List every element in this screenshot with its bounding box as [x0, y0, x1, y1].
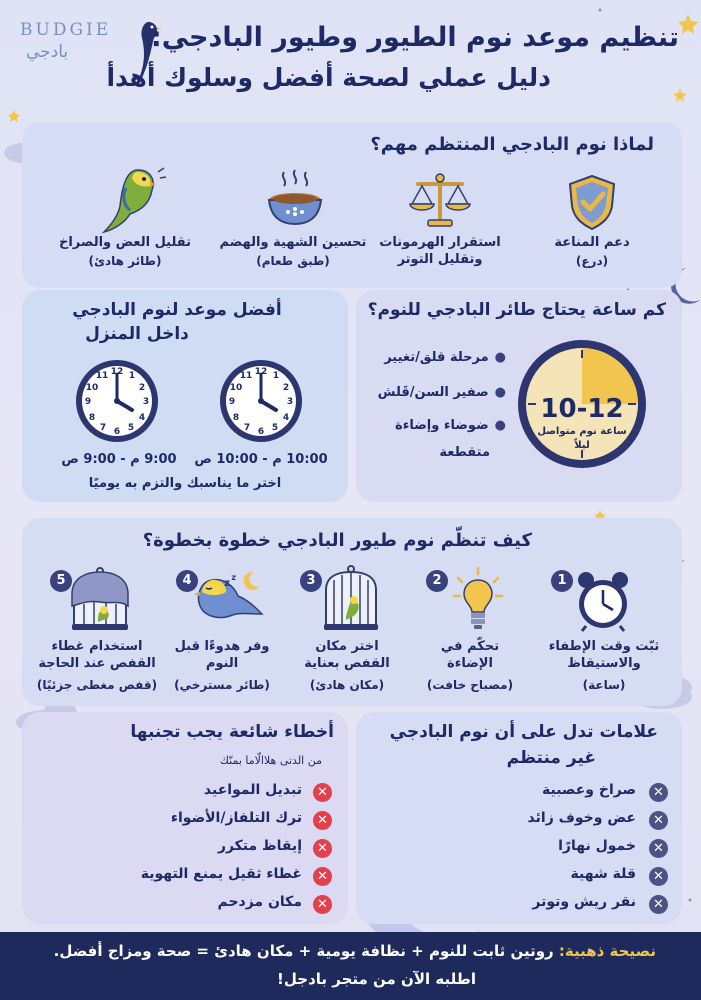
svg-text:7: 7	[99, 423, 107, 433]
sleep-hours-caption: ساعة نوم متواصل	[537, 426, 627, 437]
step-label: اختر مكان القفص بعناية	[304, 639, 390, 671]
mistakes-title: أخطاء شائعة يجب تجنبها	[130, 722, 334, 742]
hours-bullet	[378, 385, 506, 400]
why-item-sub: (طائر هادئ)	[88, 254, 162, 268]
svg-text:8: 8	[88, 413, 96, 423]
svg-text:11: 11	[239, 371, 253, 381]
step-number-badge: 2	[426, 570, 448, 592]
svg-text:2: 2	[138, 383, 146, 393]
x-circle-icon: ✕	[649, 811, 668, 830]
sleep-hours-panel	[356, 290, 682, 502]
golden-tip-label: نصيحة ذهبية:	[558, 942, 656, 960]
svg-text:7: 7	[243, 423, 251, 433]
bullet-icon: ●	[494, 418, 506, 433]
why-item-sub: (درع)	[575, 254, 609, 268]
svg-text:5: 5	[127, 423, 135, 433]
svg-text:11: 11	[95, 371, 109, 381]
clock-icon	[218, 358, 304, 444]
best-time-note: اختر ما يناسبك والتزم به يوميًا	[88, 476, 282, 491]
step-sub: (قفص مغطى جزئيًا)	[36, 678, 158, 692]
golden-tip-text: روتين ثابت للنوم + نظافة يومية + مكان هادئ = صحة ومزاج أفضل.	[53, 942, 559, 960]
x-circle-icon: ✕	[649, 839, 668, 858]
hours-bullet-text: مرحلة قلق/تغيير	[384, 350, 489, 365]
step-number-badge: 4	[176, 570, 198, 592]
sign-item: نقر ريش وتوتر	[532, 894, 636, 910]
order-now-link[interactable]: اطلبه الآن من متجر بادجل!	[277, 970, 476, 988]
best-time-title: داخل المنزل	[85, 324, 189, 344]
sign-item: قلة شهية	[570, 866, 636, 882]
svg-text:5: 5	[271, 423, 279, 433]
shield-icon	[562, 172, 622, 232]
mistakes-subnote: من الدتى هلاالّاما بمنّك	[219, 754, 322, 767]
hours-bullet	[384, 350, 506, 365]
svg-text:6: 6	[257, 427, 265, 437]
scale-icon	[408, 170, 472, 230]
clock-time-label: 10:00 م - 10:00 ص	[194, 452, 328, 467]
svg-text:z: z	[224, 578, 230, 589]
svg-text:4: 4	[138, 413, 146, 423]
why-item-label: استقرار الهرمونات وتقليل التوتر	[379, 235, 501, 267]
clock-icon	[74, 358, 160, 444]
clock-time-label: 9:00 م - 9:00 ص	[61, 452, 177, 467]
x-circle-icon: ✕	[313, 783, 332, 802]
hours-bullet-text: ضوضاء وإضاءة	[395, 418, 489, 433]
sleeping-bird-icon	[190, 570, 264, 630]
x-circle-icon: ✕	[313, 839, 332, 858]
sign-item: عض وخوف زائد	[527, 810, 636, 826]
x-circle-icon: ✕	[649, 783, 668, 802]
why-panel	[22, 122, 682, 288]
sign-item: خمول نهارًا	[558, 838, 636, 854]
signs-title: علامات تدل على أن نوم البادجي	[389, 722, 658, 742]
bullet-icon: ●	[494, 350, 506, 365]
sleep-hours-caption: ليلاً	[574, 440, 590, 451]
svg-text:9: 9	[228, 397, 236, 407]
svg-text:1: 1	[272, 371, 280, 381]
svg-text:z: z	[231, 573, 236, 582]
why-item-label: تحسين الشهية والهضم	[219, 235, 367, 250]
mistake-item: ترك التلفاز/الأضواء	[170, 810, 302, 826]
step-sub: (مصباح خافت)	[426, 678, 514, 692]
svg-text:10: 10	[85, 383, 99, 393]
svg-text:3: 3	[142, 397, 150, 407]
mistake-item: تبديل المواعيد	[203, 782, 302, 798]
step-sub: (ساعة)	[582, 678, 626, 692]
step-number-badge: 3	[300, 570, 322, 592]
sign-item: صراخ وعصبية	[542, 782, 636, 798]
svg-text:10: 10	[229, 383, 243, 393]
hours-bullet-text: متقطعة	[439, 445, 490, 460]
golden-tip	[54, 942, 656, 960]
svg-text:9: 9	[84, 397, 92, 407]
why-item-label: تقليل العض والصراخ	[58, 235, 192, 250]
hours-bullet-text: صفير السن/قَلش	[377, 385, 489, 400]
header	[0, 0, 701, 115]
mistake-item: إيقاظ متكرر	[217, 838, 302, 854]
signs-panel	[356, 712, 682, 924]
food-bowl-icon	[262, 168, 328, 232]
svg-text:12: 12	[110, 367, 124, 377]
logo-text-ar: بادجي	[26, 42, 69, 62]
svg-text:4: 4	[282, 413, 290, 423]
step-label: استخدام غطاء القفص عند الحاجة	[38, 639, 156, 671]
svg-text:2: 2	[282, 383, 290, 393]
steps-panel	[22, 518, 682, 706]
birdcage-icon	[320, 564, 382, 634]
step-label: تحكّم في الإضاءة	[440, 639, 500, 671]
x-circle-icon: ✕	[313, 895, 332, 914]
x-circle-icon: ✕	[313, 811, 332, 830]
x-circle-icon: ✕	[649, 867, 668, 886]
step-label: وفر هدوءًا قبل النوم	[174, 639, 270, 671]
sleep-hours-number: 10-12	[540, 394, 624, 424]
svg-text:8: 8	[232, 413, 240, 423]
mistakes-panel	[22, 712, 348, 924]
step-number-badge: 1	[551, 570, 573, 592]
covered-cage-icon	[68, 566, 132, 634]
lightbulb-icon	[452, 566, 504, 632]
page-subtitle: دليل عملي لصحة أفضل وسلوك أهدأ	[106, 63, 551, 92]
logo-text-en: BUDGIE	[20, 20, 112, 40]
svg-text:3: 3	[286, 397, 294, 407]
calm-bird-icon	[98, 166, 168, 234]
step-sub: (مكان هادئ)	[309, 678, 385, 692]
step-label: ثبّت وقت الإطفاء والاستيقاظ	[548, 639, 660, 671]
footer-tip-bar	[0, 932, 701, 1000]
mistake-item: مكان مزدحم	[217, 894, 302, 910]
alarm-clock-icon	[572, 568, 634, 632]
steps-title: كيف تنظّم نوم طيور البادجي خطوة بخطوة؟	[142, 530, 532, 551]
svg-text:12: 12	[254, 367, 268, 377]
sleep-hours-title: كم ساعة يحتاج طائر البادجي للنوم؟	[367, 300, 666, 320]
x-circle-icon: ✕	[649, 895, 668, 914]
best-time-panel	[22, 290, 348, 502]
svg-text:6: 6	[113, 427, 121, 437]
step-sub: (طائر مسترخي)	[174, 678, 270, 692]
best-time-title: أفضل موعد لنوم البادجي	[72, 300, 282, 320]
x-circle-icon: ✕	[313, 867, 332, 886]
page-title: تنظيم موعد نوم الطيور وطيور البادجي:	[150, 22, 679, 53]
why-item-sub: (طبق طعام)	[256, 254, 330, 268]
why-title: لماذا نوم البادجي المنتظم مهم؟	[370, 134, 654, 155]
signs-title: غير منتظم	[506, 748, 596, 768]
step-number-badge: 5	[50, 570, 72, 592]
svg-text:1: 1	[128, 371, 136, 381]
bullet-icon: ●	[494, 385, 506, 400]
mistake-item: غطاء ثقيل يمنع التهوية	[140, 866, 302, 882]
why-item-label: دعم المناعة	[554, 235, 630, 250]
hours-bullet	[395, 418, 506, 433]
